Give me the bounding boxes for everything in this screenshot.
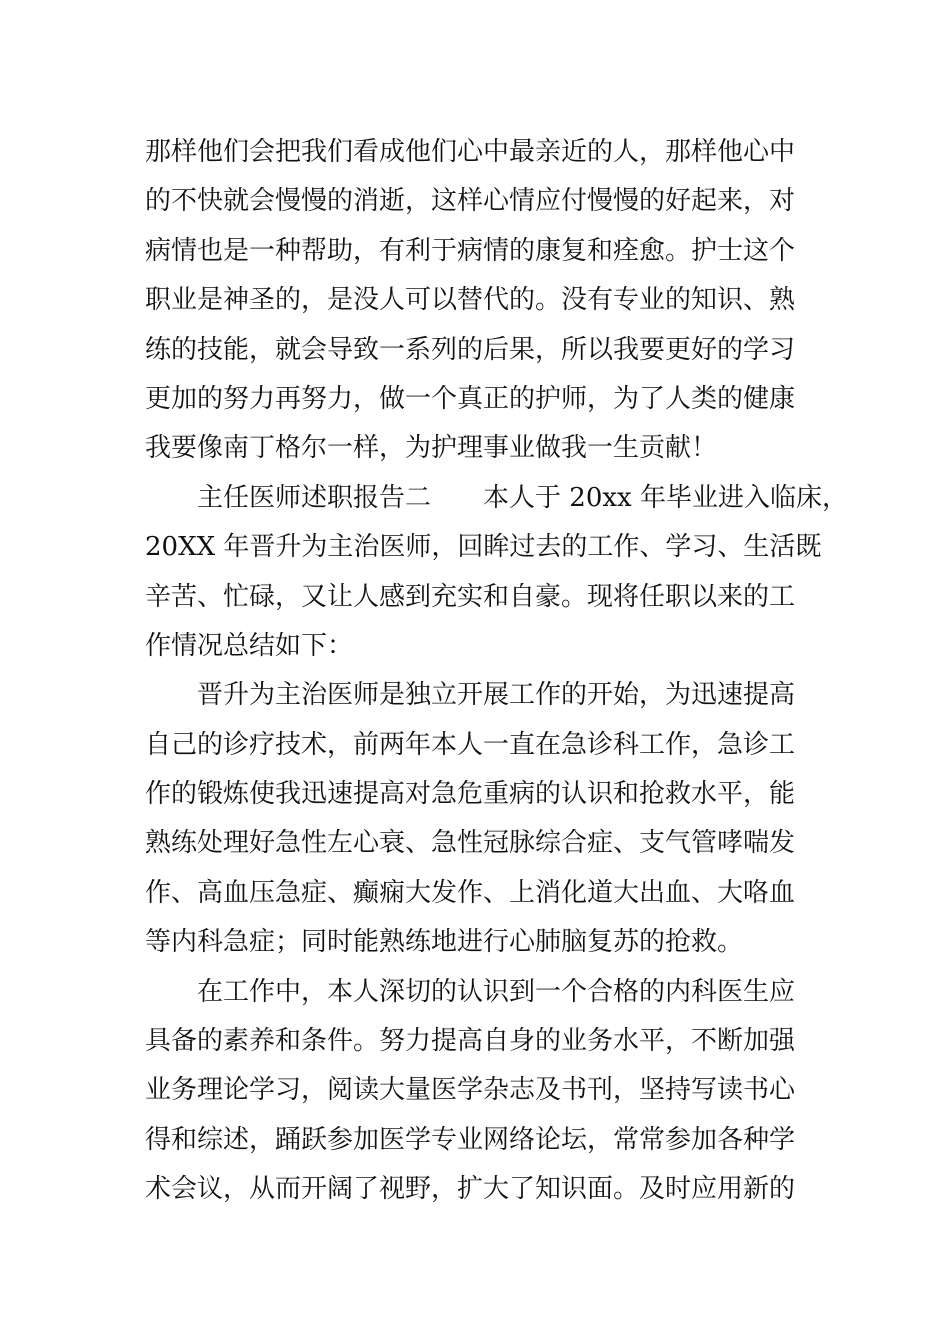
paragraph-1-line: 我要像南丁格尔一样，为护理事业做我一生贡献！ — [145, 433, 718, 464]
paragraph-2-line: 辛苦、忙碌，又让人感到充实和自豪。现将任职以来的工 — [145, 581, 796, 612]
paragraph-3-line: 作的锻炼使我迅速提高对急危重病的认识和抢救水平，能 — [145, 779, 796, 810]
paragraph-4-line: 业务理论学习，阅读大量医学杂志及书刊，坚持写读书心 — [145, 1075, 796, 1106]
paragraph-3-line: 熟练处理好急性左心衰、急性冠脉综合症、支气管哮喘发 — [145, 828, 796, 859]
paragraph-1-line: 那样他们会把我们看成他们心中最亲近的人，那样他心中 — [145, 137, 796, 167]
paragraph-2-first-line — [145, 474, 848, 523]
document-body — [145, 128, 848, 1215]
paragraph-3-line: 自己的诊疗技术，前两年本人一直在急诊科工作，急诊工 — [145, 729, 796, 760]
paragraph-4-line: 术会议，从而开阔了视野，扩大了知识面。及时应用新的 — [145, 1174, 796, 1205]
paragraph-1-line: 练的技能，就会导致一系列的后果，所以我要更好的学习 — [145, 334, 796, 365]
paragraph-1-line: 更加的努力再努力，做一个真正的护师，为了人类的健康 — [145, 383, 796, 414]
paragraph-2-line: 作情况总结如下： — [145, 630, 354, 661]
paragraph-3-line: 作、高血压急症、癫痫大发作、上消化道大出血、大咯血 — [145, 877, 796, 908]
paragraph-1-line: 病情也是一种帮助，有利于病情的康复和痊愈。护士这个 — [145, 235, 796, 266]
paragraph-4-line: 具备的素养和条件。努力提高自身的业务水平，不断加强 — [145, 1026, 796, 1057]
paragraph-2-line: 20XX 年晋升为主治医师，回眸过去的工作、学习、生活既 — [145, 532, 822, 563]
paragraph-4-line: 得和综述，踊跃参加医学专业网络论坛，常常参加各种学 — [145, 1124, 796, 1155]
paragraph-1-line: 职业是神圣的，是没人可以替代的。没有专业的知识、熟 — [145, 285, 796, 316]
paragraph-2-first-line-text: 本人于 20xx 年毕业进入临床， — [483, 482, 848, 513]
paragraph-3-line: 等内科急症；同时能熟练地进行心肺脑复苏的抢救。 — [145, 927, 744, 958]
report-heading: 主任医师述职报告二 — [197, 482, 432, 513]
paragraph-1-line: 的不快就会慢慢的消逝，这样心情应付慢慢的好起来，对 — [145, 186, 796, 217]
paragraph-4-line: 在工作中，本人深切的认识到一个合格的内科医生应 — [197, 976, 796, 1007]
paragraph-3-line: 晋升为主治医师是独立开展工作的开始，为迅速提高 — [197, 680, 796, 711]
